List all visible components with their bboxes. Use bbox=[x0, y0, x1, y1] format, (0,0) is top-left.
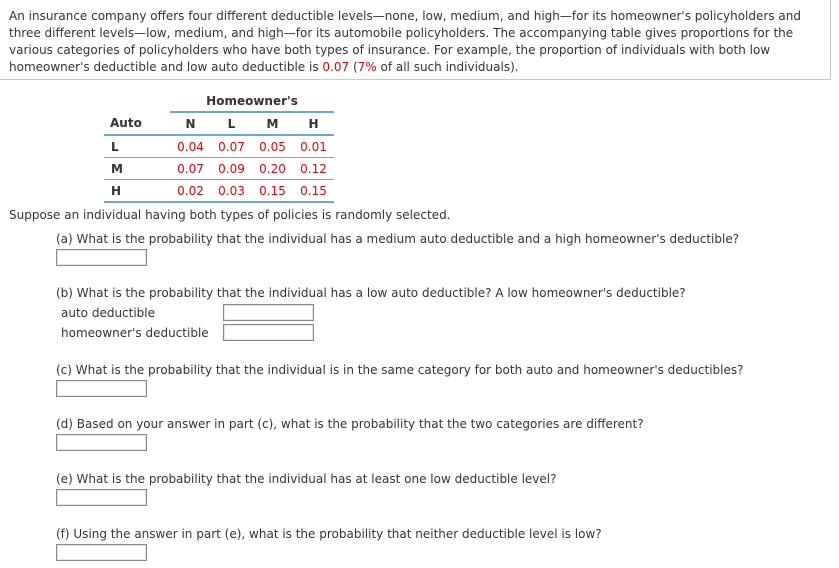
table-cell: 0.09 bbox=[211, 158, 252, 180]
answer-e-input[interactable] bbox=[56, 489, 147, 506]
homeowners-header: Homeowner's bbox=[170, 90, 334, 112]
example-percent: 7% bbox=[357, 60, 377, 74]
table-cell: 0.15 bbox=[293, 180, 334, 203]
suppose-text: Suppose an individual having both types of policies is randomly selected. bbox=[9, 208, 451, 222]
example-value: 0.07 bbox=[322, 60, 350, 74]
table-cell: 0.03 bbox=[211, 180, 252, 203]
col-header-l: L bbox=[211, 112, 252, 135]
col-header-h: H bbox=[293, 112, 334, 135]
col-header-n: N bbox=[170, 112, 211, 135]
intro-paren: ( bbox=[349, 60, 358, 74]
answer-a-input[interactable] bbox=[56, 249, 147, 266]
table-cell: 0.12 bbox=[293, 158, 334, 180]
table-cell: 0.02 bbox=[170, 180, 211, 203]
question-d: (d) Based on your answer in part (c), what is the probability that the two categories are different? bbox=[56, 417, 644, 431]
row-label-h: H bbox=[104, 180, 170, 203]
proportions-table bbox=[104, 90, 334, 203]
intro-text: An insurance company offers four different deductible levels—none, low, medium, and high—for its homeowner's policyholders and three different levels—low, medium, and high—for its automobile policyholders. The accompanying table gives proportions for the various categories of policyholders who have both types of insurance. For example, the proportion of individuals with both low homeowner's deductible and low auto deductible is bbox=[9, 9, 801, 74]
question-c: (c) What is the probability that the individual is in the same category for both auto and homeowner's deductibles? bbox=[56, 363, 744, 377]
table-cell: 0.07 bbox=[170, 158, 211, 180]
row-label-l: L bbox=[104, 135, 170, 158]
answer-b-home-input[interactable] bbox=[223, 324, 314, 341]
intro-text-end: of all such individuals). bbox=[376, 60, 519, 74]
auto-deductible-label: auto deductible bbox=[61, 306, 156, 320]
homeowners-deductible-label: homeowner's deductible bbox=[61, 326, 209, 340]
table-cell: 0.04 bbox=[170, 135, 211, 158]
table-cell: 0.07 bbox=[211, 135, 252, 158]
question-e: (e) What is the probability that the individual has at least one low deductible level? bbox=[56, 472, 557, 486]
table-cell: 0.01 bbox=[293, 135, 334, 158]
col-header-m: M bbox=[252, 112, 293, 135]
auto-header: Auto bbox=[104, 112, 170, 135]
question-b: (b) What is the probability that the individual has a low auto deductible? A low homeowner's deductible? bbox=[56, 286, 686, 300]
table-cell: 0.05 bbox=[252, 135, 293, 158]
table-cell: 0.20 bbox=[252, 158, 293, 180]
table-row bbox=[104, 135, 334, 158]
row-label-m: M bbox=[104, 158, 170, 180]
table-cell: 0.15 bbox=[252, 180, 293, 203]
table-row bbox=[104, 158, 334, 180]
answer-b-auto-input[interactable] bbox=[223, 304, 314, 321]
table-row bbox=[104, 180, 334, 203]
answer-c-input[interactable] bbox=[56, 380, 147, 397]
answer-f-input[interactable] bbox=[56, 544, 147, 561]
answer-d-input[interactable] bbox=[56, 434, 147, 451]
question-f: (f) Using the answer in part (e), what is the probability that neither deductible level is low? bbox=[56, 527, 602, 541]
question-a: (a) What is the probability that the individual has a medium auto deductible and a high homeowner's deductible? bbox=[56, 232, 740, 246]
problem-statement bbox=[9, 8, 827, 76]
